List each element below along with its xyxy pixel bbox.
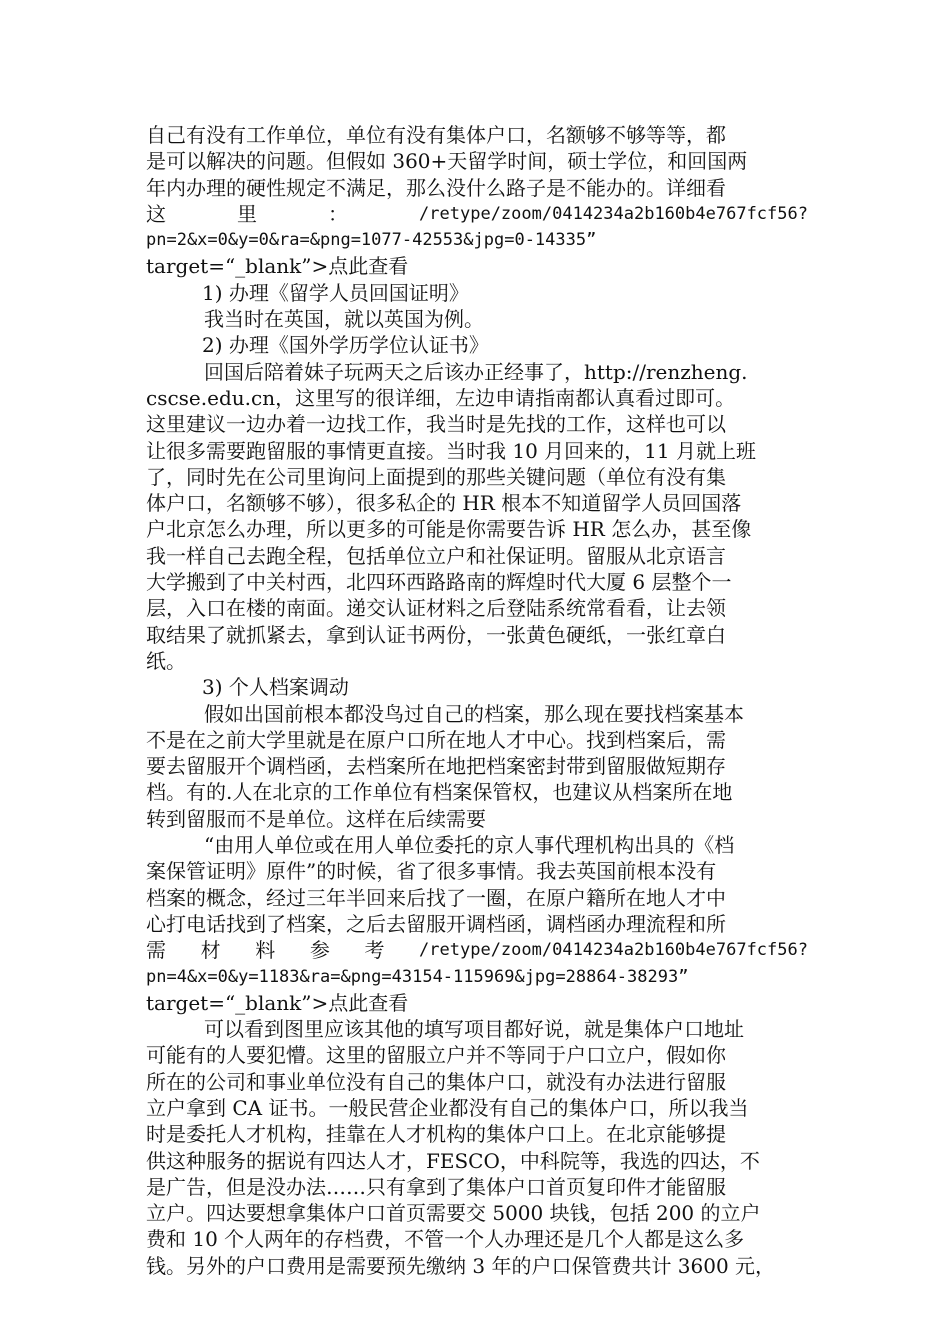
spread-char: 材 xyxy=(200,938,221,963)
text-line: 钱。另外的户口费用是需要预先缴纳 3 年的户口保管费共计 3600 元， xyxy=(146,1253,776,1278)
text-line: 取结果了就抓紧去，拿到认证书两份，一张黄色硬纸，一张红章白 xyxy=(146,622,726,647)
text-line: 供这种服务的据说有四达人才，FESCO，中科院等，我选的四达，不 xyxy=(146,1148,760,1173)
document-page xyxy=(146,122,808,1279)
text-line-spread xyxy=(146,937,808,963)
text-line: 立户拿到 CA 证书。一般民营企业都没有自己的集体户口，所以我当 xyxy=(146,1095,749,1120)
text-line: 自己有没有工作单位，单位有没有集体户口，名额够不够等等，都 xyxy=(146,123,726,147)
text-line: “由用人单位或在用人单位委托的京人事代理机构出具的《档 xyxy=(204,833,735,858)
text-line: 让很多需要跑留服的事情更直接。当时我 10 月回来的，11 月就上班 xyxy=(146,438,756,463)
text-line: 档案的概念，经过三年半回来后找了一圈，在原户籍所在地人才中 xyxy=(146,885,726,910)
link-text[interactable]: target=“_blank”>点此查看 xyxy=(146,990,409,1015)
text-line: 可以看到图里应该其他的填写项目都好说，就是集体户口地址 xyxy=(204,1017,744,1042)
text-line: 时是委托人才机构，挂靠在人才机构的集体户口上。在北京能够提 xyxy=(146,1122,726,1147)
spread-char: 里 xyxy=(237,201,258,226)
text-line: 回国后陪着妹子玩两天之后该办正经事了，http://renzheng. xyxy=(204,359,748,384)
section-heading-2: 2) 办理《国外学历学位认证书》 xyxy=(202,333,489,358)
text-line: 是可以解决的问题。但假如 360+天留学时间，硕士学位，和回国两 xyxy=(146,149,748,174)
text-line: 所在的公司和事业单位没有自己的集体户口，就没有办法进行留服 xyxy=(146,1069,726,1094)
spread-char: 料 xyxy=(255,938,276,963)
paragraph-5 xyxy=(146,832,808,1016)
section-heading-3: 3) 个人档案调动 xyxy=(202,675,349,700)
text-line: 户北京怎么办理，所以更多的可能是你需要告诉 HR 怎么办，甚至像 xyxy=(146,517,752,542)
url-fragment: /retype/zoom/0414234a2b160b4e767fcf56? xyxy=(419,940,808,961)
text-line: 这里建议一边办着一边找工作，我当时是先找的工作，这样也可以 xyxy=(146,412,726,437)
text-line: 层，入口在楼的南面。递交认证材料之后登陆系统常看看，让去领 xyxy=(146,596,726,621)
paragraph-6 xyxy=(146,1016,808,1279)
text-line: 不是在之前大学里就是在原户口所在地人才中心。找到档案后，需 xyxy=(146,727,726,752)
text-line: 转到留服而不是单位。这样在后续需要 xyxy=(146,806,486,831)
text-line: 是广告，但是没办法……只有拿到了集体户口首页复印件才能留服 xyxy=(146,1174,726,1199)
url-fragment: /retype/zoom/0414234a2b160b4e767fcf56? xyxy=(419,203,808,224)
url-fragment: pn=4&x=0&y=1183&ra=&png=43154-115969&jpg=28864-38293” xyxy=(146,966,689,987)
text-line: cscse.edu.cn，这里写的很详细，左边申请指南都认真看过即可。 xyxy=(146,385,736,410)
text-line: 了，同时先在公司里询问上面提到的那些关键问题（单位有没有集 xyxy=(146,464,726,489)
section-heading-1: 1) 办理《留学人员回国证明》 xyxy=(202,280,469,305)
text-line: 费和 10 个人两年的存档费，不管一个人办理还是几个人都是这么多 xyxy=(146,1227,745,1252)
paragraph-1 xyxy=(146,122,808,280)
text-line-spread xyxy=(146,201,808,227)
text-line: 纸。 xyxy=(146,648,186,673)
spread-char: 需 xyxy=(146,938,166,963)
text-line: 年内办理的硬性规定不满足，那么没什么路子是不能办的。详细看 xyxy=(146,175,726,200)
text-line: 假如出国前根本都没鸟过自己的档案，那么现在要找档案基本 xyxy=(204,701,744,726)
text-line: 大学搬到了中关村西，北四环西路路南的辉煌时代大厦 6 层整个一 xyxy=(146,570,732,595)
spread-char: 参 xyxy=(309,938,330,963)
text-line: 案保管证明》原件”的时候，省了很多事情。我去英国前根本没有 xyxy=(146,859,717,884)
paragraph-3 xyxy=(146,359,808,675)
paragraph-4 xyxy=(146,701,808,832)
spread-char: 这 xyxy=(146,201,166,226)
text-line: 可能有的人要犯懵。这里的留服立户并不等同于户口立户，假如你 xyxy=(146,1043,726,1068)
link-text[interactable]: target=“_blank”>点此查看 xyxy=(146,254,409,279)
url-fragment: pn=2&x=0&y=0&ra=&png=1077-42553&jpg=0-14335” xyxy=(146,230,597,251)
text-line: 要去留服开个调档函，去档案所在地把档案密封带到留服做短期存 xyxy=(146,754,726,779)
text-line: 心打电话找到了档案，之后去留服开调档函，调档函办理流程和所 xyxy=(146,911,726,936)
text-line: 立户。四达要想拿集体户口首页需要交 5000 块钱，包括 200 的立户 xyxy=(146,1201,761,1226)
text-line: 我一样自己去跑全程，包括单位立户和社保证明。留服从北京语言 xyxy=(146,543,726,568)
text-line: 体户口，名额够不够），很多私企的 HR 根本不知道留学人员回国落 xyxy=(146,491,742,516)
spread-char: ： xyxy=(328,201,349,226)
paragraph-2: 我当时在英国，就以英国为例。 xyxy=(204,307,484,332)
spread-char: 考 xyxy=(364,938,385,963)
text-line: 档。有的.人在北京的工作单位有档案保管权，也建议从档案所在地 xyxy=(146,780,733,805)
